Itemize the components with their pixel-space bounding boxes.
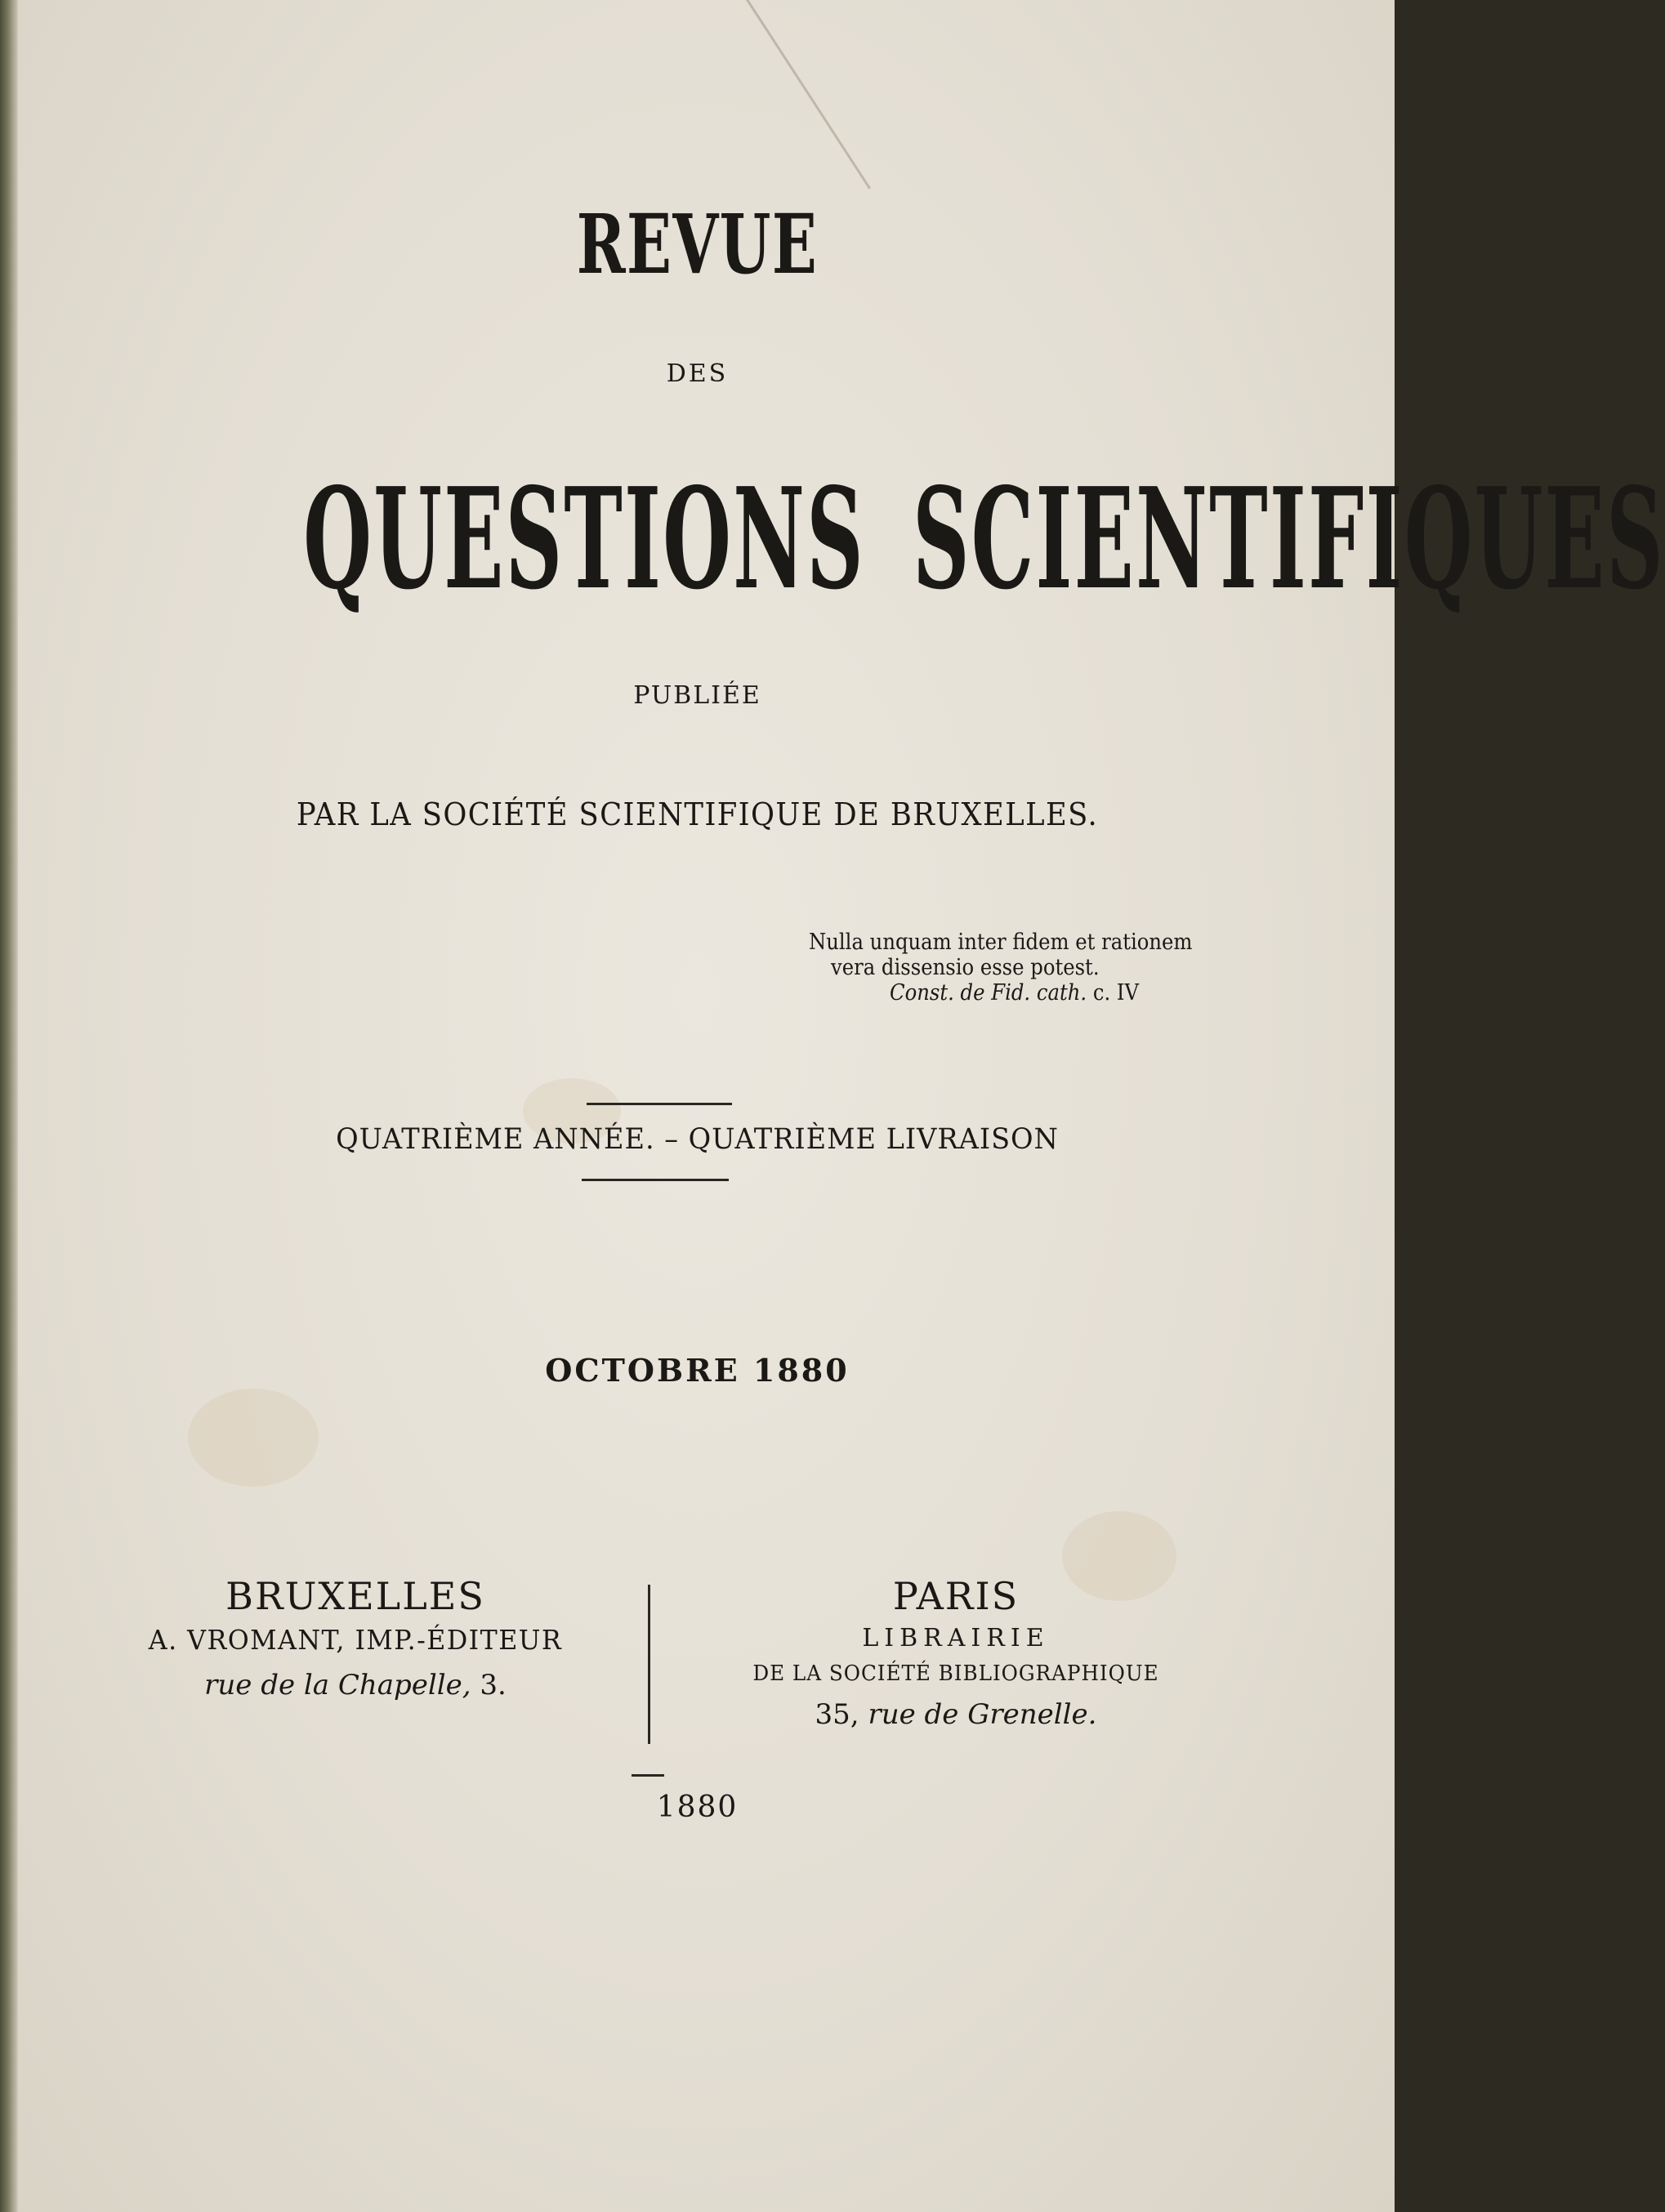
- motto-citation-source: Const. de Fid. cath.: [890, 980, 1087, 1006]
- imprint-printer: A. VROMANT, IMP.-ÉDITEUR: [148, 1624, 563, 1656]
- issue-date: OCTOBRE 1880: [545, 1352, 850, 1389]
- rule-below-volume: [582, 1179, 729, 1181]
- volume-issue-line: QUATRIÈME ANNÉE. – QUATRIÈME LIVRAISON: [336, 1123, 1059, 1156]
- book-binding-edge: [0, 0, 18, 2212]
- motto-citation: [809, 980, 1192, 1006]
- motto-citation-chapter: c. IV: [1092, 980, 1140, 1006]
- imprint-address-bruxelles: [98, 1661, 613, 1710]
- imprint-bruxelles: [98, 1572, 613, 1710]
- paper-stain: [188, 1389, 319, 1487]
- imprint-paris: [694, 1572, 1217, 1739]
- motto-line-2: vera dissensio esse potest.: [831, 955, 1100, 980]
- journal-title-revue: REVUE: [576, 196, 819, 292]
- address-street-paris: rue de Grenelle.: [868, 1698, 1097, 1731]
- imprint-society: DE LA SOCIÉTÉ BIBLIOGRAPHIQUE: [752, 1661, 1159, 1686]
- motto-line-1: Nulla unquam inter fidem et rationem: [809, 930, 1193, 955]
- imprint-librairie: LIBRAIRIE: [862, 1624, 1050, 1652]
- imprint-city-bruxelles: BRUXELLES: [225, 1574, 485, 1618]
- rule-above-volume: [587, 1103, 732, 1105]
- journal-main-title: QUESTIONS SCIENTIFIQUES: [303, 457, 1665, 621]
- published-label: PUBLIÉE: [633, 681, 761, 710]
- address-street-bruxelles: rue de la Chapelle,: [204, 1669, 471, 1701]
- latin-motto: [809, 930, 1192, 1006]
- imprint-city-paris: PARIS: [892, 1574, 1020, 1618]
- address-number-paris: 35,: [815, 1698, 859, 1731]
- paper-crease: [735, 0, 871, 190]
- rule-above-year: [632, 1774, 664, 1777]
- imprint-divider: [648, 1585, 650, 1744]
- imprint-year: 1880: [656, 1791, 739, 1824]
- journal-title-des: DES: [666, 359, 729, 388]
- publisher-line: PAR LA SOCIÉTÉ SCIENTIFIQUE DE BRUXELLES.: [296, 796, 1099, 832]
- imprint-address-paris: [694, 1690, 1217, 1739]
- address-number-bruxelles: 3.: [480, 1669, 507, 1701]
